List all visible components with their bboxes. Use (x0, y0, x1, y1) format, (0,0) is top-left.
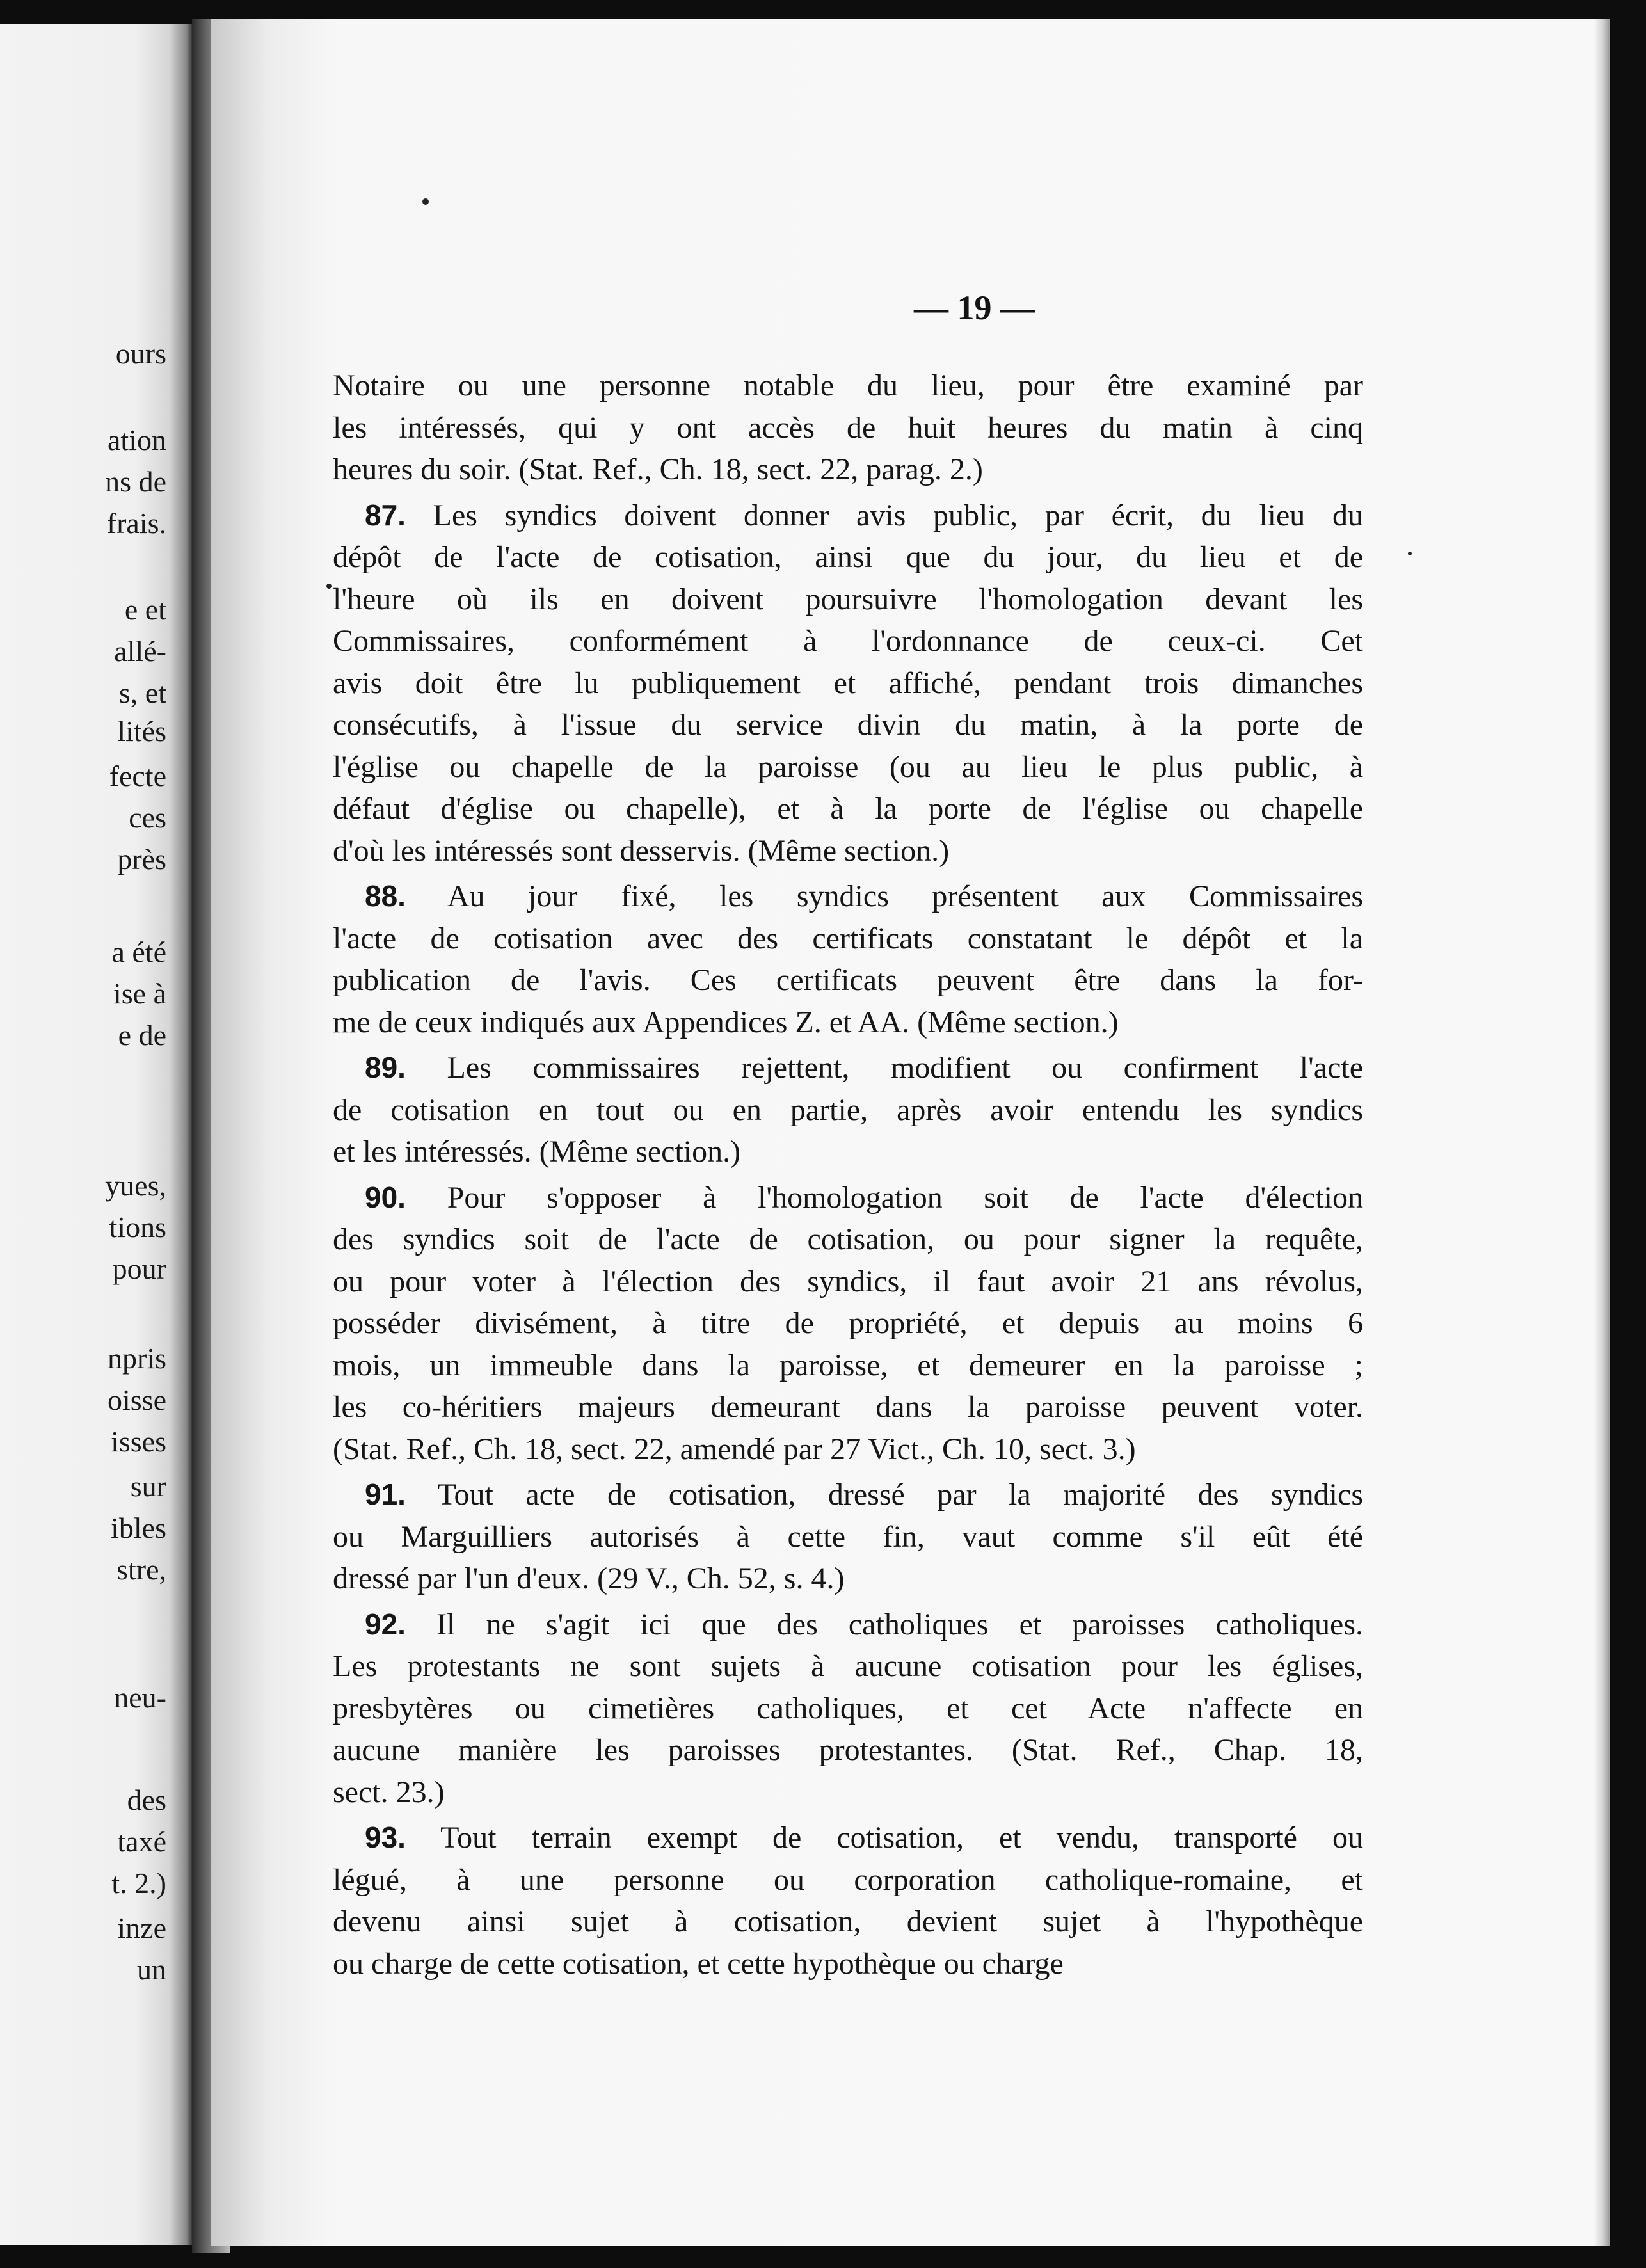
article-paragraph (333, 1817, 1363, 1984)
text-line: l'heure où ils en doivent poursuivre l'homologation devant les (333, 582, 1363, 616)
continued-paragraph (333, 365, 1363, 491)
text-line: presbytères ou cimetières catholiques, et cet Acte n'affecte en (333, 1691, 1363, 1725)
text-line: ou pour voter à l'élection des syndics, il faut avoir 21 ans révolus, (333, 1264, 1363, 1298)
facing-page-text-fragment: ation (108, 424, 166, 456)
article-number: 88. (365, 879, 406, 913)
text-line (333, 1177, 1363, 1219)
facing-page-text-fragment: oisse (108, 1384, 166, 1416)
facing-page-text-fragment: inze (117, 1912, 166, 1944)
article-number: 89. (365, 1051, 406, 1084)
article-paragraph (333, 875, 1363, 1043)
text-line (333, 1474, 1363, 1516)
text-line: aucune manière les paroisses protestantes. (Stat. Ref., Chap. 18, (333, 1733, 1363, 1767)
text-line: défaut d'église ou chapelle), et à la porte de l'église ou chapelle (333, 792, 1363, 826)
facing-page-text-fragment: frais. (106, 507, 166, 539)
facing-page-text-fragment: taxé (117, 1825, 166, 1858)
page (211, 19, 1610, 2246)
page-number: — 19 — (914, 289, 1035, 327)
article-paragraph (333, 1177, 1363, 1471)
text-line (333, 875, 1363, 918)
facing-page-text-fragment: fecte (109, 760, 166, 792)
article-number: 93. (365, 1821, 406, 1854)
facing-page-text-fragment: stre, (116, 1553, 166, 1586)
facing-page-text-fragment: pour (112, 1252, 166, 1285)
facing-page-text-fragment: tions (109, 1211, 166, 1243)
text-line: devenu ainsi sujet à cotisation, devient sujet à l'hypothèque (333, 1905, 1363, 1938)
text-line: posséder divisément, à titre de propriété, et depuis au moins 6 (333, 1306, 1363, 1340)
text-line: publication de l'avis. Ces certificats peuvent être dans la for- (333, 963, 1363, 997)
text-line: et les intéressés. (Même section.) (333, 1135, 741, 1169)
facing-page-fragment (0, 24, 192, 2245)
text-line: me de ceux indiqués aux Appendices Z. et AA. (Même section.) (333, 1005, 1119, 1039)
text-line: légué, à une personne ou corporation catholique-romaine, et (333, 1862, 1363, 1897)
text-line (333, 495, 1363, 537)
facing-page-text-fragment: des (127, 1784, 166, 1816)
text-line: dressé par l'un d'eux. (29 V., Ch. 52, s. 4.) (333, 1561, 845, 1595)
facing-page-text-fragment: e de (118, 1019, 166, 1051)
text-line: les intéressés, qui y ont accès de huit heures du matin à cinq (333, 410, 1363, 445)
facing-page-text-fragment: yues, (105, 1169, 166, 1202)
text-line: heures du soir. (Stat. Ref., Ch. 18, sect. 22, parag. 2.) (333, 452, 983, 486)
text-line: sect. 23.) (333, 1775, 445, 1809)
text-line: d'où les intéressés sont desservis. (Même section.) (333, 833, 950, 868)
text-line: ou Marguilliers autorisés à cette fin, vaut comme s'il eût été (333, 1519, 1363, 1554)
line-text: Pour s'opposer à l'homologation soit de l'acte d'élection (447, 1180, 1364, 1215)
article-number: 90. (365, 1180, 406, 1214)
facing-page-text-fragment: s, et (118, 676, 166, 709)
text-line: mois, un immeuble dans la paroisse, et demeurer en la paroisse ; (333, 1348, 1363, 1382)
stray-ink-dot (422, 198, 429, 205)
facing-page-text-fragment: ise à (113, 977, 166, 1010)
article-paragraph (333, 495, 1363, 872)
text-line: des syndics soit de l'acte de cotisation, ou pour signer la requête, (333, 1222, 1363, 1256)
text-line: consécutifs, à l'issue du service divin du matin, à la porte de (333, 708, 1363, 742)
text-line: les co-héritiers majeurs demeurant dans la paroisse peuvent voter. (333, 1390, 1363, 1424)
text-line (333, 1604, 1363, 1646)
text-line: avis doit être lu publiquement et affiché, pendant trois dimanches (333, 666, 1363, 700)
line-text: Il ne s'agit ici que des catholiques et paroisses catholiques. (436, 1607, 1363, 1641)
facing-page-text-fragment: t. 2.) (111, 1867, 166, 1899)
article-paragraph (333, 1047, 1363, 1173)
text-line: l'acte de cotisation avec des certificats constatant le dépôt et la (333, 921, 1363, 955)
facing-page-text-fragment: un (137, 1953, 166, 1986)
text-line: l'église ou chapelle de la paroisse (ou au lieu le plus public, à (333, 749, 1363, 784)
stray-ink-dot (326, 584, 332, 589)
facing-page-text-fragment: ibles (111, 1512, 166, 1544)
facing-page-text-fragment: a été (111, 936, 166, 968)
facing-page-text-fragment: e et (124, 593, 166, 626)
facing-page-text-fragment: neu- (114, 1681, 166, 1714)
text-line (333, 1817, 1363, 1859)
line-text: Les commissaires rejettent, modifient ou confirment l'acte (447, 1051, 1364, 1085)
text-line: (Stat. Ref., Ch. 18, sect. 22, amendé par 27 Vict., Ch. 10, sect. 3.) (333, 1432, 1136, 1466)
facing-page-text-fragment: ces (129, 801, 166, 834)
article-number: 91. (365, 1478, 406, 1511)
text-line: Notaire ou une personne notable du lieu, pour être examiné par (333, 369, 1363, 403)
article-number: 87. (365, 498, 406, 532)
facing-page-text-fragment: près (117, 843, 166, 875)
facing-page-text-fragment: ours (115, 337, 166, 370)
article-paragraph (333, 1474, 1363, 1600)
facing-page-text-fragment: isses (111, 1425, 166, 1458)
facing-page-text-fragment: sur (130, 1470, 166, 1503)
facing-page-text-fragment: lités (117, 715, 166, 747)
line-text: Tout acte de cotisation, dressé par la majorité des syndics (437, 1478, 1363, 1512)
page-edge (1594, 19, 1610, 2246)
text-line: Commissaires, conformément à l'ordonnance de ceux-ci. Cet (333, 624, 1363, 658)
text-line (333, 1047, 1363, 1089)
text-line: de cotisation en tout ou en partie, après avoir entendu les syndics (333, 1092, 1363, 1127)
line-text: Au jour fixé, les syndics présentent aux Commissaires (447, 879, 1363, 913)
body-text (333, 365, 1363, 1988)
facing-page-text-fragment: ns de (105, 465, 166, 498)
article-number: 92. (365, 1607, 406, 1641)
text-line: ou charge de cette cotisation, et cette hypothèque ou charge (333, 1946, 1064, 1981)
line-text: Tout terrain exempt de cotisation, et vendu, transporté ou (440, 1821, 1363, 1855)
facing-page-text-fragment: npris (108, 1342, 166, 1375)
text-line: dépôt de l'acte de cotisation, ainsi que du jour, du lieu et de (333, 540, 1363, 574)
article-paragraph (333, 1604, 1363, 1814)
text-line: Les protestants ne sont sujets à aucune cotisation pour les églises, (333, 1649, 1363, 1683)
stray-ink-dot (1408, 552, 1412, 555)
line-text: Les syndics doivent donner avis public, par écrit, du lieu du (433, 498, 1364, 532)
facing-page-text-fragment: allé- (114, 635, 166, 667)
